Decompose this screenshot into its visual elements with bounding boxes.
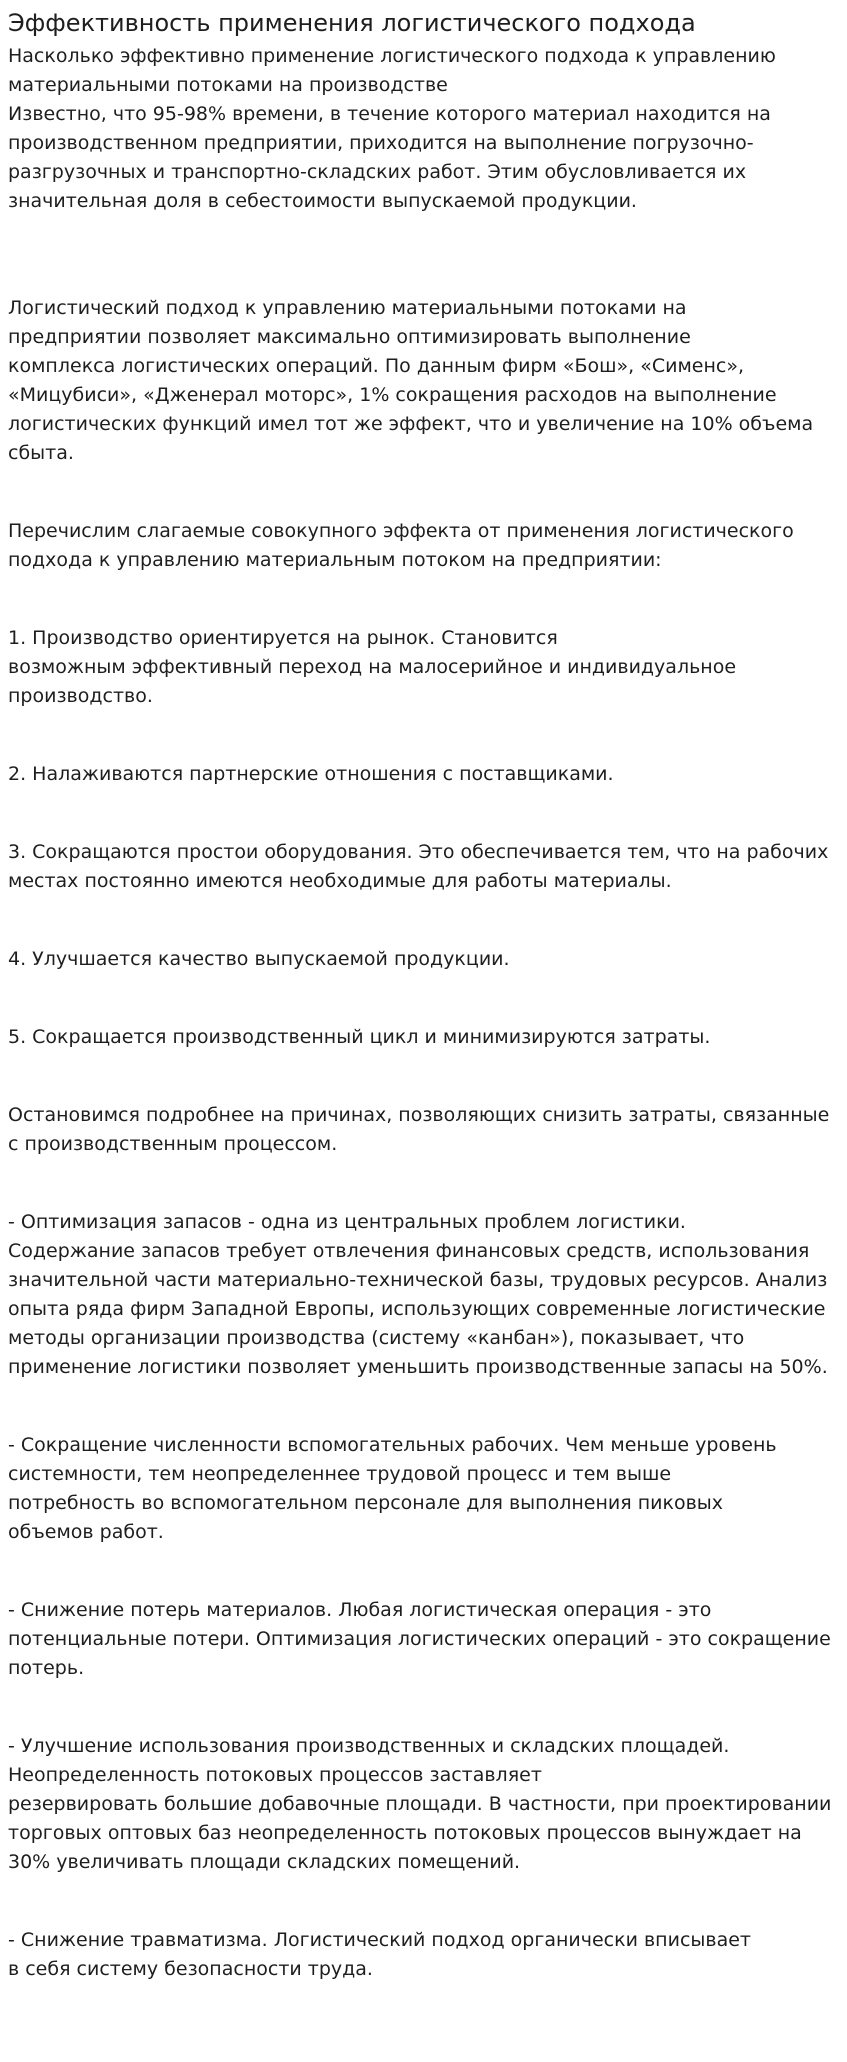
paragraph-intro: Известно, что 95-98% времени, в течение которого материал находится на производственном предприятии, приходится на выполнение погрузочно- разгрузочных и транспортно-складских работ. Этим обусловливается их значительная доля в себестоимости выпускаемой продукции. xyxy=(8,103,771,212)
bullet-auxiliary-workers: - Сокращение численности вспомогательных рабочих. Чем меньше уровень системности, тем неопределеннее трудовой процесс и тем выше потребность во вспомогательном персонале для выполнения пиковых объемов работ. xyxy=(8,1434,777,1543)
bullet-inventory-optimization: - Оптимизация запасов - одна из центральных проблем логистики. Содержание запасов требует отвлечения финансовых средств, использования значительной части материально-технической базы, трудовых ресурсов. Анализ опыта ряда фирм Западной Европы, использующих современные логистические методы организации производства (систему «канбан»), показывает, что применение логистики позволяет уменьшить производственные запасы на 50%. xyxy=(8,1211,828,1378)
paragraph-effects-intro: Перечислим слагаемые совокупного эффекта от применения логистического подхода к управлению материальным потоком на предприятии: xyxy=(8,520,794,571)
list-item-3: 3. Сокращаются простои оборудования. Это обеспечивается тем, что на рабочих местах постоянно имеются необходимые для работы материалы. xyxy=(8,841,829,892)
list-item-2: 2. Налаживаются партнерские отношения с поставщиками. xyxy=(8,763,614,785)
article-subtitle: Насколько эффективно применение логистического подхода к управлению материальными потоками на производстве xyxy=(8,45,776,96)
paragraph-cost-reasons: Остановимся подробнее на причинах, позволяющих снизить затраты, связанные с производственным процессом. xyxy=(8,1104,830,1155)
list-item-1: 1. Производство ориентируется на рынок. Становится возможным эффективный переход на малосерийное и индивидуальное производство. xyxy=(8,627,737,707)
bullet-space-usage: - Улучшение использования производственных и складских площадей. Неопределенность потоковых процессов заставляет резервировать большие добавочные площади. В частности, при проектировании торговых оптовых баз неопределенность потоковых процессов вынуждает на 30% увеличивать площади складских помещений. xyxy=(8,1735,832,1873)
list-item-5: 5. Сокращается производственный цикл и минимизируются затраты. xyxy=(8,1026,711,1048)
list-item-4: 4. Улучшается качество выпускаемой продукции. xyxy=(8,948,510,970)
bullet-injury-reduction: - Снижение травматизма. Логистический подход органически вписывает в себя систему безопасности труда. xyxy=(8,1929,751,1980)
paragraph-logistic-approach: Логистический подход к управлению материальными потоками на предприятии позволяет максимально оптимизировать выполнение комплекса логистических операций. По данным фирм «Бош», «Сименс», «Мицубиси», «Дженерал моторс», 1% сокращения расходов на выполнение логистических функций имел тот же эффект, что и увеличение на 10% объема сбыта. xyxy=(8,297,814,464)
bullet-material-losses: - Снижение потерь материалов. Любая логистическая операция - это потенциальные потери. Оптимизация логистических операций - это сокращение потерь. xyxy=(8,1599,831,1679)
article-title: Эффективность применения логистического подхода xyxy=(8,9,696,37)
